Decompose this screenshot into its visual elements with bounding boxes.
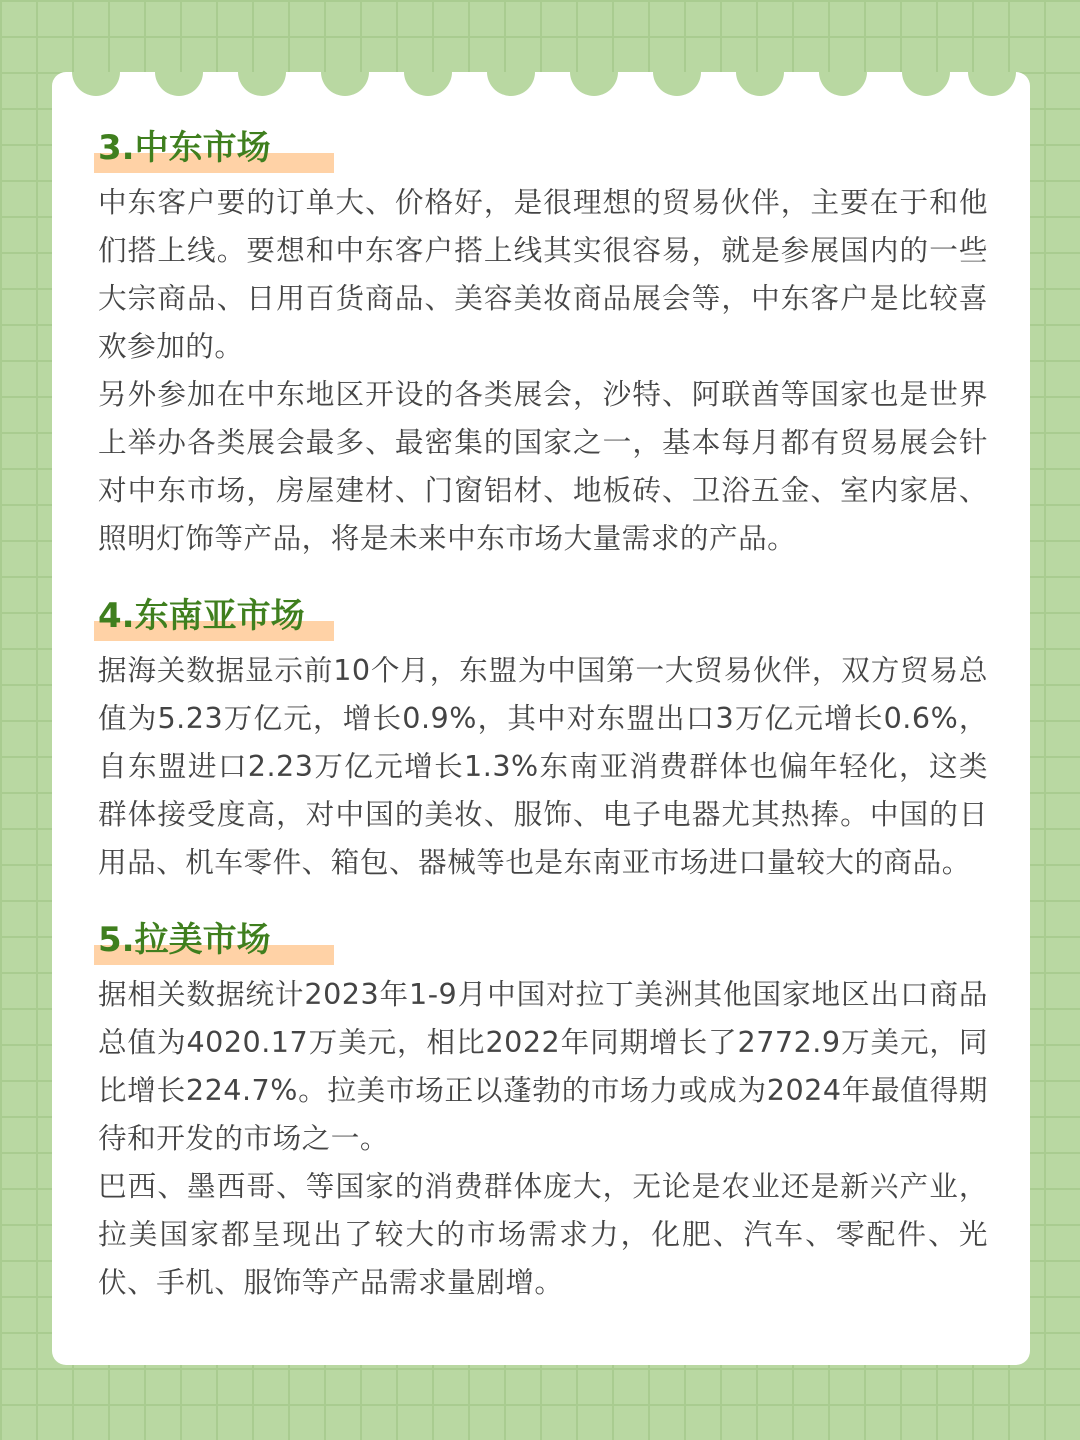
paragraph: 另外参加在中东地区开设的各类展会，沙特、阿联酋等国家也是世界上举办各类展会最多、最密集的国家之一，基本每月都有贸易展会针对中东市场，房屋建材、门窗铝材、地板砖、卫浴五金、室内家居、照明灯饰等产品，将是未来中东市场大量需求的产品。 <box>98 377 988 555</box>
section-heading: 5.拉美市场 <box>98 920 271 960</box>
paragraph: 据相关数据统计2023年1-9月中国对拉丁美洲其他国家地区出口商品总值为4020.17万美元，相比2022年同期增长了2772.9万美元，同比增长224.7%。拉美市场正以蓬勃的市场力或成为2024年最值得期待和开发的市场之一。 <box>98 977 988 1155</box>
section-latin-america <box>98 914 988 1306</box>
section-heading-wrap <box>98 590 988 646</box>
paragraph: 巴西、墨西哥、等国家的消费群体庞大，无论是农业还是新兴产业，拉美国家都呈现出了较大的市场需求力，化肥、汽车、零配件、光伏、手机、服饰等产品需求量剧增。 <box>98 1169 988 1299</box>
section-southeast-asia <box>98 590 988 886</box>
scalloped-edge <box>52 72 1030 102</box>
section-middle-east <box>98 122 988 562</box>
paragraph: 中东客户要的订单大、价格好，是很理想的贸易伙伴，主要在于和他们搭上线。要想和中东客户搭上线其实很容易，就是参展国内的一些大宗商品、日用百货商品、美容美妆商品展会等，中东客户是比较喜欢参加的。 <box>98 185 988 363</box>
article-body <box>98 122 988 1334</box>
section-heading-wrap <box>98 914 988 970</box>
content-card <box>52 72 1030 1365</box>
section-heading: 3.中东市场 <box>98 128 271 168</box>
paragraph: 据海关数据显示前10个月，东盟为中国第一大贸易伙伴，双方贸易总值为5.23万亿元，增长0.9%，其中对东盟出口3万亿元增长0.6%，自东盟进口2.23万亿元增长1.3%东南亚消费群体也偏年轻化，这类群体接受度高，对中国的美妆、服饰、电子电器尤其热捧。中国的日用品、机车零件、箱包、器械等也是东南亚市场进口量较大的商品。 <box>98 653 988 879</box>
section-heading: 4.东南亚市场 <box>98 596 305 636</box>
section-heading-wrap <box>98 122 988 178</box>
